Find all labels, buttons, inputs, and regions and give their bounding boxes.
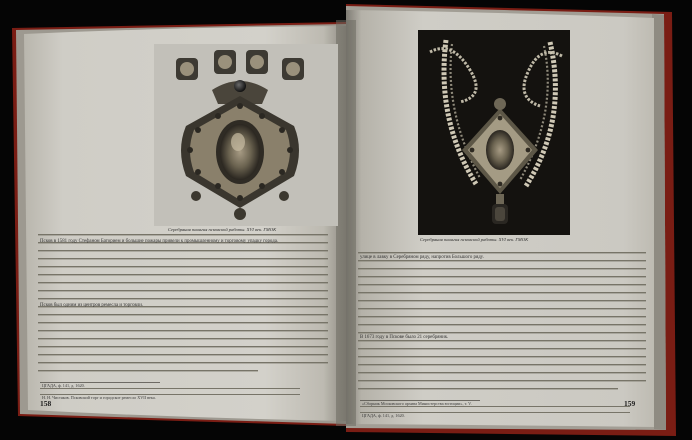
left-body-line-2: Псков был одним из центров ремесла и торговли. xyxy=(40,303,144,308)
right-footnote-2: ЦГАДА, ф. 141, д. 1620. xyxy=(362,413,405,418)
right-body-line-2: В 1673 году в Пскове было 21 серебряник. xyxy=(360,335,449,340)
gutter-shadow xyxy=(336,20,356,426)
right-body-line-1: улице в лавку в Серебряном ряду, напротив Большого ряду. xyxy=(360,255,484,260)
right-page-number: 159 xyxy=(624,399,636,408)
right-panagia-photo xyxy=(418,30,570,235)
left-footnote-2: Н. Н. Чистяков. Псковский торг и городское ремесло XVII века. xyxy=(42,395,156,400)
right-text-block xyxy=(358,252,646,413)
right-footnote-1: «Сборник Московского архива Министерства юстиции», т. V. xyxy=(362,401,472,406)
left-footnote-1: ЦГАДА, ф. 141, д. 1620. xyxy=(42,383,85,388)
left-page-number: 158 xyxy=(40,399,52,408)
left-figure-caption: Серебряная панагия псковской работы. XVI век. ГМОК xyxy=(168,227,277,232)
left-panagia-photo xyxy=(154,44,338,226)
left-body-line-1: Псков в 1581 году Стефаном Баторием и большие пожары привели к промышленному и торговому упадку города. xyxy=(40,239,279,244)
right-figure-caption: Серебряная панагия псковской работы. XVI век. ГМОК xyxy=(420,237,529,242)
